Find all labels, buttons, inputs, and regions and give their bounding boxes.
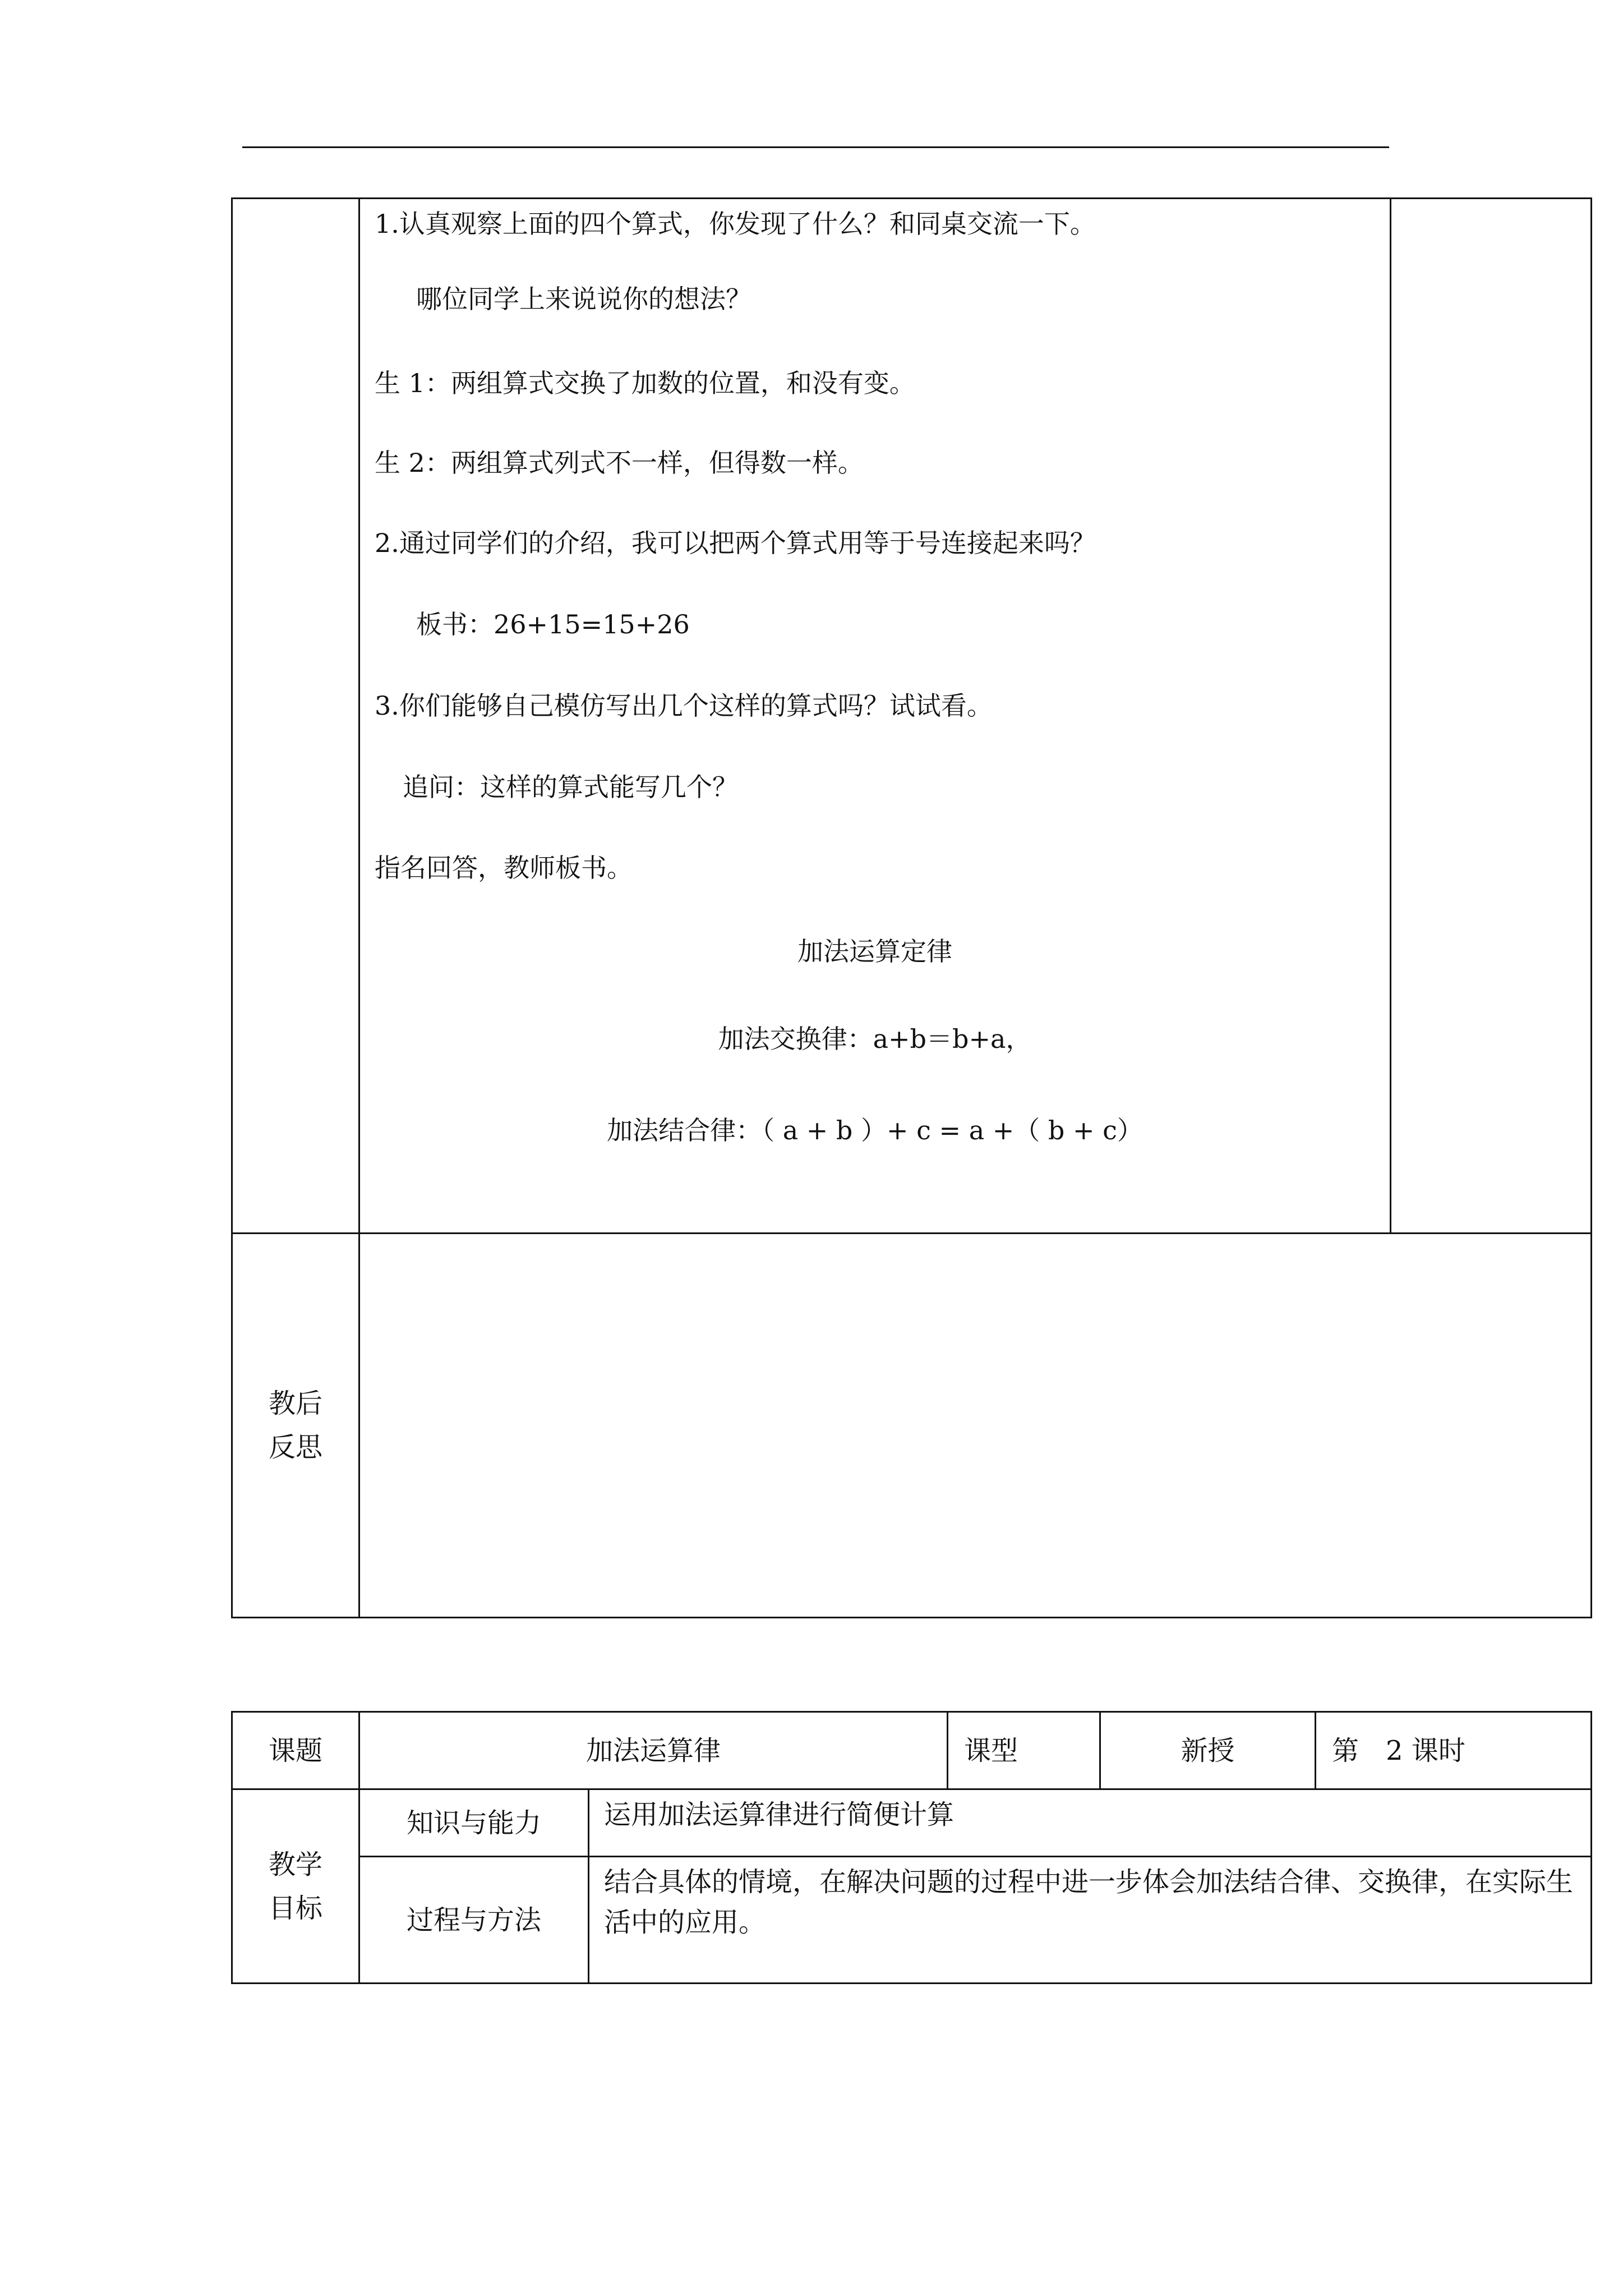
topic-value: 加法运算律 (359, 1712, 948, 1789)
teacher-action: 指名回答，教师板书。 (375, 853, 633, 883)
commutative-law: 加法交换律：a+b＝b+a， (718, 1024, 1032, 1054)
associative-law: 加法结合律：（ a + b ）+ c = a +（ b + c） (607, 1115, 1143, 1145)
follow-up-question: 追问：这样的算式能写几个？ (403, 772, 738, 802)
goals-label (232, 1789, 359, 1984)
process-content-cell (359, 199, 1391, 1234)
process-left-cell (232, 199, 359, 1234)
step-2: 2.通过同学们的介绍，我可以把两个算式用等于号连接起来吗？ (375, 528, 1096, 558)
goals-label-line2: 目标 (268, 1892, 322, 1924)
process-row (232, 199, 1592, 1234)
rules-heading: 加法运算定律 (797, 936, 952, 967)
process-right-cell (1391, 199, 1592, 1234)
type-label: 课型 (948, 1712, 1100, 1789)
student-answer-2: 生 2：两组算式列式不一样，但得数一样。 (375, 448, 864, 478)
topic-label: 课题 (232, 1712, 359, 1789)
knowledge-row (232, 1789, 1592, 1857)
process-method-value: 结合具体的情境，在解决问题的过程中进一步体会加法结合律、交换律，在实际生活中的应用。 (589, 1857, 1592, 1984)
header-rule (242, 146, 1389, 148)
reflection-row (232, 1234, 1592, 1618)
reflection-label-line1: 教后 (268, 1388, 322, 1419)
process-method-label: 过程与方法 (359, 1857, 589, 1984)
reflection-label-line2: 反思 (268, 1432, 322, 1463)
step-3: 3.你们能够自己模仿写出几个这样的算式吗？试试看。 (375, 691, 993, 721)
reflection-content-cell (359, 1234, 1592, 1618)
lesson-process-table (231, 197, 1592, 1618)
type-value: 新授 (1100, 1712, 1316, 1789)
goals-label-line1: 教学 (268, 1848, 322, 1880)
lesson-info-table (231, 1711, 1592, 1984)
knowledge-value: 运用加法运算律进行简便计算 (589, 1789, 1592, 1857)
blackboard-note: 板书：26+15=15+26 (416, 609, 690, 639)
step-prompt: 哪位同学上来说说你的想法？ (416, 284, 751, 314)
knowledge-label: 知识与能力 (359, 1789, 589, 1857)
process-method-row (232, 1857, 1592, 1984)
step-1: 1.认真观察上面的四个算式，你发现了什么？和同桌交流一下。 (375, 209, 1096, 239)
topic-row (232, 1712, 1592, 1789)
student-answer-1: 生 1：两组算式交换了加数的位置，和没有变。 (375, 368, 915, 398)
period-value: 第 2 课时 (1316, 1712, 1592, 1789)
reflection-label (232, 1234, 359, 1618)
